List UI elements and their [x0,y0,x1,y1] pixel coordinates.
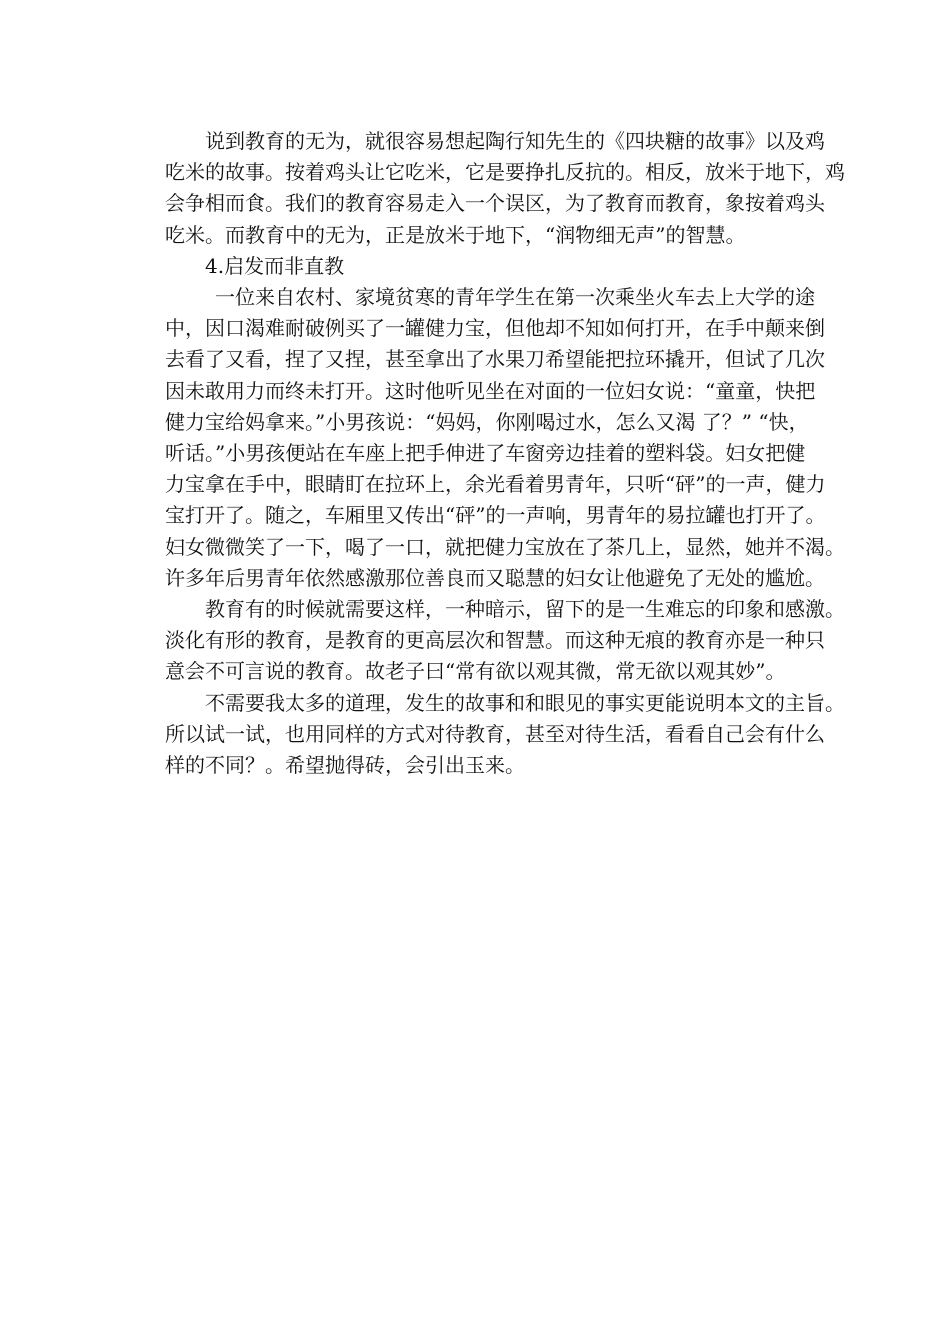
text-line: 力宝拿在手中，眼睛盯在拉环上，余光看着男青年，只听“砰”的一声，健力 [165,472,826,497]
document-body [165,126,845,781]
text-line: 许多年后男青年依然感激那位善良而又聪慧的妇女让他避免了无处的尴尬。 [165,565,825,590]
text-line: 说到教育的无为，就很容易想起陶行知先生的《四块糖的故事》以及鸡 [205,129,825,153]
text-line: 不需要我太多的道理，发生的故事和和眼见的事实更能说明本文的主旨。 [205,690,845,715]
text-line: 中，因口渴难耐破例买了一罐健力宝，但他却不知如何打开，在手中颠来倒 [165,316,825,341]
text-line: 意会不可言说的教育。故老子曰“常有欲以观其微，常无欲以观其妙”。 [165,659,786,684]
text-line: 健力宝给妈拿来。”小男孩说：“妈妈，你刚喝过水，怎么又渴 了？” “快， [165,409,809,434]
text-line: 听话。”小男孩便站在车座上把手伸进了车窗旁边挂着的塑料袋。妇女把健 [165,441,806,466]
text-line: 教育有的时候就需要这样，一种暗示，留下的是一生难忘的印象和感激。 [205,597,845,622]
text-line: 吃米的故事。按着鸡头让它吃米，它是要挣扎反抗的。相反，放米于地下，鸡 [165,160,845,185]
paragraph-wuwei-intro [165,126,845,251]
text-line: 会争相而食。我们的教育容易走入一个误区，为了教育而教育，象按着鸡头 [165,191,825,216]
text-line: 一位来自农村、家境贫寒的青年学生在第一次乘坐火车去上大学的途 [215,285,815,310]
section-heading [165,251,805,282]
text-line: 吃米。而教育中的无为，正是放米于地下，“润物细无声”的智慧。 [165,222,746,247]
text-line: 所以试一试，也用同样的方式对待教育，甚至对待生活，看看自己会有什么 [165,721,825,746]
heading-text: 4.启发而非直教 [205,253,345,278]
paragraph-reflection [165,594,845,688]
paragraph-story [165,282,845,594]
text-line: 妇女微微笑了一下，喝了一口，就把健力宝放在了茶几上，显然，她并不渴。 [165,534,845,559]
text-line: 样的不同？。希望抛得砖，会引出玉来。 [165,753,525,778]
text-line: 淡化有形的教育，是教育的更高层次和智慧。而这种无痕的教育亦是一种只 [165,628,825,653]
paragraph-conclusion [165,688,845,782]
text-line: 因未敢用力而终未打开。这时他听见坐在对面的一位妇女说：“童童，快把 [165,378,816,403]
text-line: 去看了又看，捏了又捏，甚至拿出了水果刀希望能把拉环撬开，但试了几次 [165,347,825,372]
text-line: 宝打开了。随之，车厢里又传出“砰”的一声响，男青年的易拉罐也打开了。 [165,503,826,528]
